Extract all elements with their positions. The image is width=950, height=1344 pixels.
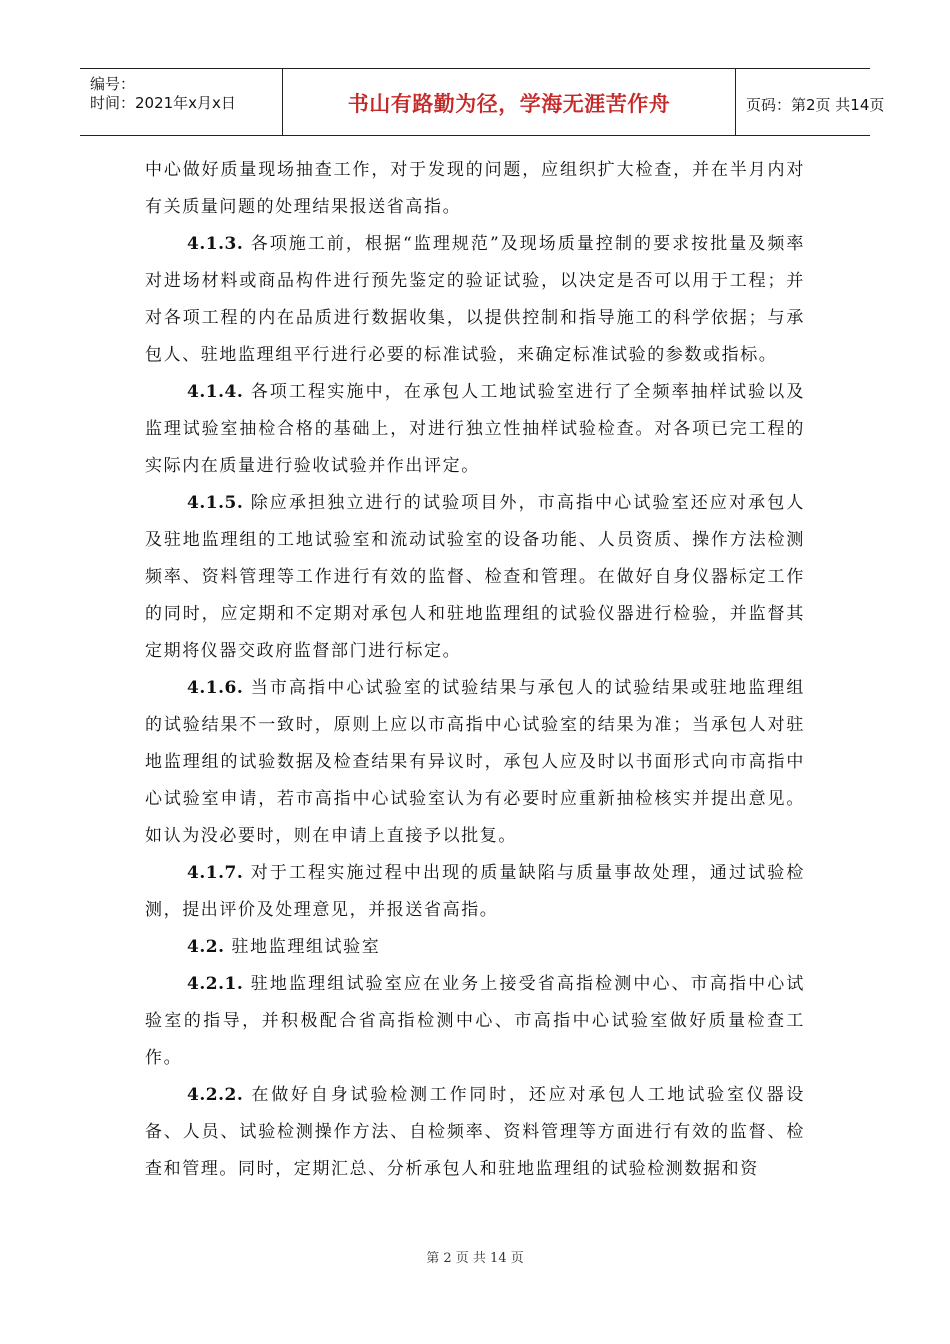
clause-number: 4.1.6.	[187, 678, 244, 698]
page-header	[80, 68, 885, 136]
paragraph-text: 中心做好质量现场抽查工作，对于发现的问题，应组织扩大检查，并在半月内对有关质量问题的处理结果报送省高指。	[145, 160, 805, 217]
paragraph	[145, 485, 805, 670]
paragraph-text: 对于工程实施过程中出现的质量缺陷与质量事故处理，通过试验检测，提出评价及处理意见，并报送省高指。	[145, 863, 805, 920]
document-body	[145, 152, 805, 1188]
number-label: 编号：	[90, 75, 136, 93]
motto-text: 书山有路勤为径，学海无涯苦作舟	[347, 92, 671, 116]
paragraph	[145, 966, 805, 1077]
paragraph-text: 当市高指中心试验室的试验结果与承包人的试验结果或驻地监理组的试验结果不一致时，原则上应以市高指中心试验室的结果为准；当承包人对驻地监理组的试验数据及检查结果有异议时，承包人应及时以书面形式向市高指中心试验室申请，若市高指中心试验室认为有必要时应重新抽检核实并提出意见。如认为没必要时，则在申请上直接予以批复。	[145, 678, 805, 846]
section-title: 驻地监理组试验室	[231, 937, 381, 957]
header-meta-cell	[80, 69, 283, 135]
paragraph	[145, 855, 805, 929]
paragraph-text: 各项工程实施中，在承包人工地试验室进行了全频率抽样试验以及监理试验室抽检合格的基础上，对进行独立性抽样试验检查。对各项已完工程的实际内在质量进行验收试验并作出评定。	[145, 382, 805, 476]
paragraph	[145, 152, 805, 226]
paragraph	[145, 226, 805, 374]
page-footer: 第 2 页 共 14 页	[426, 1251, 524, 1266]
time-label: 时间：2021年x月x日	[90, 94, 236, 112]
clause-number: 4.1.5.	[187, 493, 244, 513]
clause-number: 4.1.3.	[187, 234, 244, 254]
header-motto-cell	[283, 69, 736, 135]
paragraph	[145, 1077, 805, 1188]
clause-number: 4.2.2.	[187, 1085, 244, 1105]
paragraph-text: 在做好自身试验检测工作同时，还应对承包人工地试验室仪器设备、人员、试验检测操作方法、自检频率、资料管理等方面进行有效的监督、检查和管理。同时，定期汇总、分析承包人和驻地监理组的试验检测数据和资	[145, 1085, 805, 1179]
paragraph-text: 除应承担独立进行的试验项目外，市高指中心试验室还应对承包人及驻地监理组的工地试验室和流动试验室的设备功能、人员资质、操作方法检测频率、资料管理等工作进行有效的监督、检查和管理。在做好自身仪器标定工作的同时，应定期和不定期对承包人和驻地监理组的试验仪器进行检验，并监督其定期将仪器交政府监督部门进行标定。	[145, 493, 805, 661]
paragraph-text: 驻地监理组试验室应在业务上接受省高指检测中心、市高指中心试验室的指导，并积极配合省高指检测中心、市高指中心试验室做好质量检查工作。	[145, 974, 805, 1068]
paragraph	[145, 374, 805, 485]
header-page-cell	[736, 69, 885, 135]
clause-number: 4.2.1.	[187, 974, 244, 994]
paragraph-text: 各项施工前，根据“监理规范”及现场质量控制的要求按批量及频率对进场材料或商品构件进行预先鉴定的验证试验，以决定是否可以用于工程；并对各项工程的内在品质进行数据收集，以提供控制和指导施工的科学依据；与承包人、驻地监理组平行进行必要的标准试验，来确定标准试验的参数或指标。	[145, 234, 805, 365]
paragraph	[145, 670, 805, 855]
section-number: 4.2.	[187, 937, 225, 957]
clause-number: 4.1.4.	[187, 382, 244, 402]
section-heading	[145, 929, 805, 966]
clause-number: 4.1.7.	[187, 863, 244, 883]
page-info: 页码：第2页 共14页	[746, 96, 885, 114]
